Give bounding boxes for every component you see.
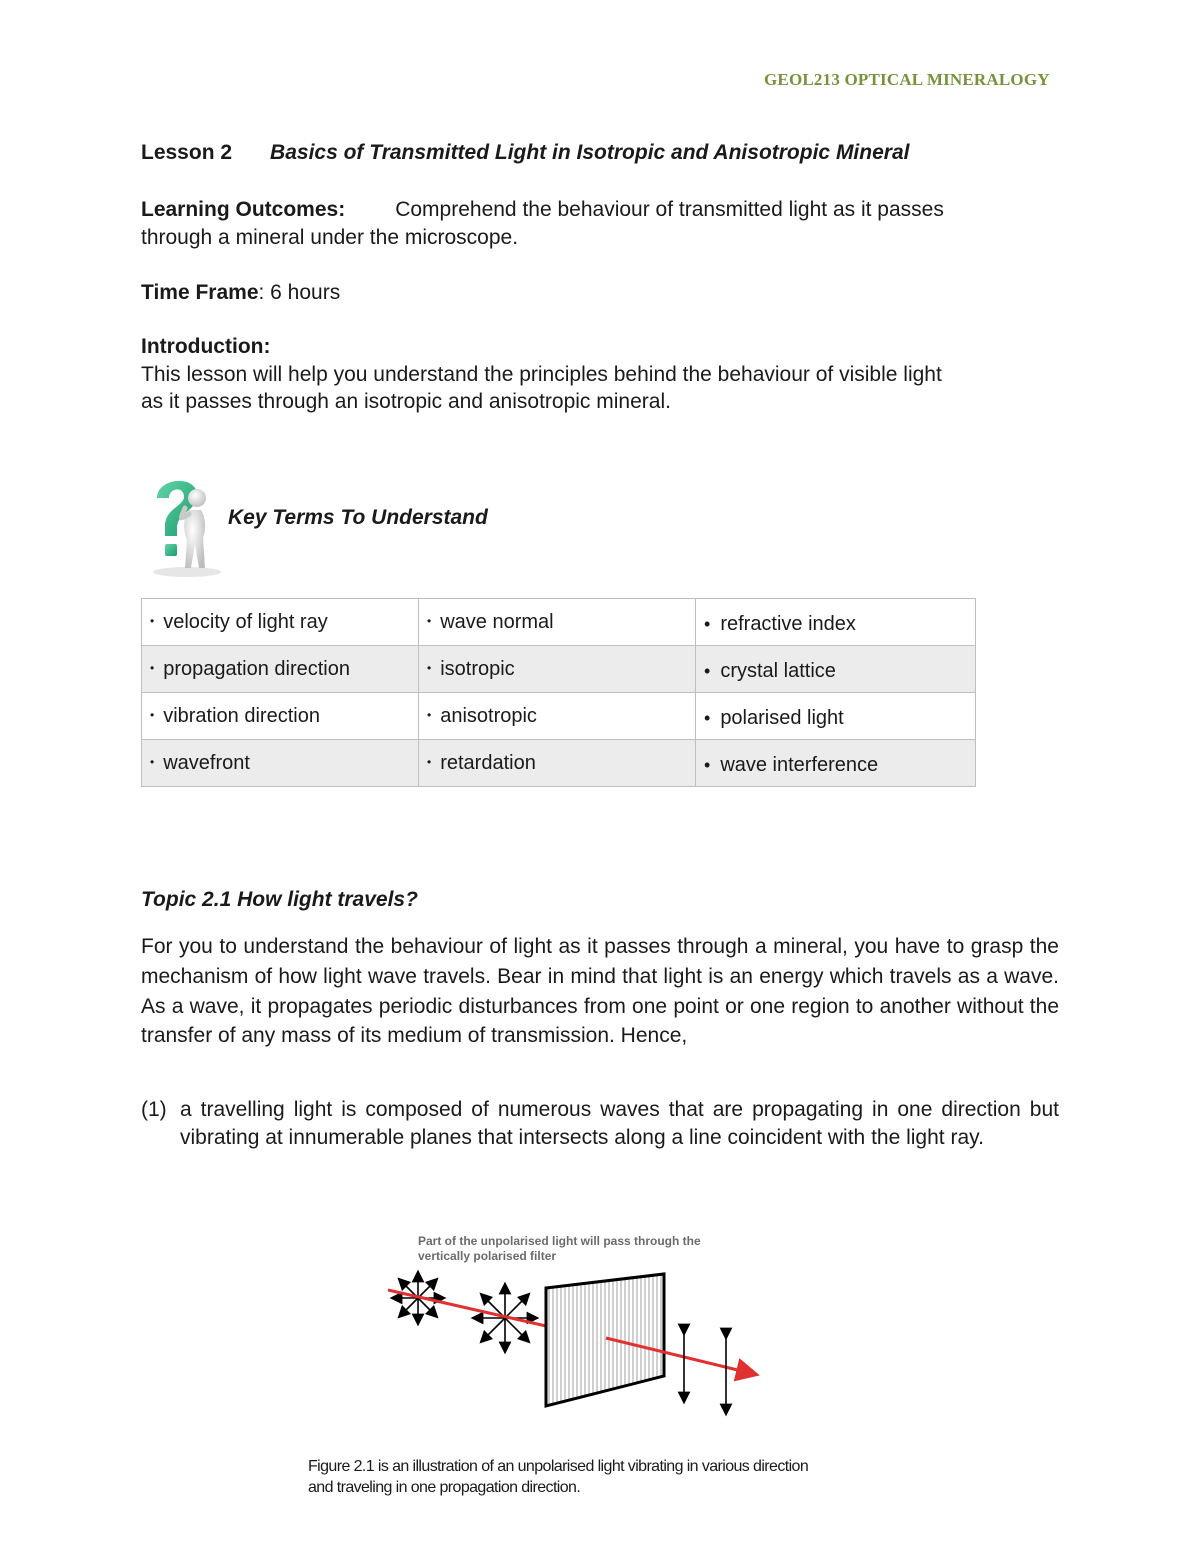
learning-outcomes-label: Learning Outcomes: bbox=[141, 198, 346, 221]
table-cell: • isotropic bbox=[419, 646, 696, 693]
figure-label: Part of the unpolarised light will pass through the vertically polarised filter bbox=[418, 1234, 701, 1263]
list-marker: (1) bbox=[141, 1098, 167, 1121]
table-row bbox=[142, 646, 976, 693]
table-cell: • polarised light bbox=[696, 693, 976, 740]
learning-outcomes bbox=[141, 196, 1061, 252]
table-cell: • propagation direction bbox=[142, 646, 419, 693]
lesson-heading bbox=[141, 141, 909, 165]
question-mark-person-icon bbox=[145, 470, 235, 580]
introduction bbox=[141, 333, 1061, 416]
table-cell: • retardation bbox=[419, 740, 696, 787]
learning-outcomes-text: Comprehend the behaviour of transmitted light as it passes bbox=[395, 198, 944, 221]
learning-outcomes-text-cont: through a mineral under the microscope. bbox=[141, 226, 519, 249]
list-item bbox=[141, 1096, 1059, 1151]
table-cell: • vibration direction bbox=[142, 693, 419, 740]
time-frame bbox=[141, 279, 1061, 307]
list-item-text: a travelling light is composed of numerous waves that are propagating in one direction but vibrating at innumerable planes that intersects along a line coincident with the light ray. bbox=[180, 1098, 1059, 1149]
introduction-line-2: as it passes through an isotropic and anisotropic mineral. bbox=[141, 390, 671, 413]
key-terms-title: Key Terms To Understand bbox=[228, 506, 488, 529]
introduction-label: Introduction: bbox=[141, 335, 271, 358]
table-cell: • wavefront bbox=[142, 740, 419, 787]
topic-heading: Topic 2.1 How light travels? bbox=[141, 888, 418, 911]
topic-paragraph: For you to understand the behaviour of light as it passes through a mineral, you have to grasp the mechanism of how light wave travels. Bear in mind that light is an energy which travels as a wave. As a wave, it propagates periodic disturbances from one point or one region to another without the transfer of any mass of its medium of transmission. Hence, bbox=[141, 935, 1059, 1048]
time-frame-value: : 6 hours bbox=[258, 281, 341, 304]
lesson-number: Lesson 2 bbox=[141, 141, 233, 164]
table-cell: • refractive index bbox=[696, 599, 976, 646]
light-ray-incoming bbox=[388, 1290, 546, 1326]
time-frame-label: Time Frame bbox=[141, 281, 259, 304]
table-cell: • velocity of light ray bbox=[142, 599, 419, 646]
table-row bbox=[142, 599, 976, 646]
course-header: GEOL213 OPTICAL MINERALOGY bbox=[764, 70, 1050, 89]
table-row bbox=[142, 740, 976, 787]
table-cell: • crystal lattice bbox=[696, 646, 976, 693]
key-terms-table bbox=[141, 598, 976, 787]
table-cell: • anisotropic bbox=[419, 693, 696, 740]
figure-caption: Figure 2.1 is an illustration of an unpolarised light vibrating in various direction and traveling in one propagation direction. bbox=[308, 1458, 809, 1496]
table-row bbox=[142, 693, 976, 740]
polarising-filter bbox=[546, 1274, 664, 1406]
introduction-line-1: This lesson will help you understand the principles behind the behaviour of visible light bbox=[141, 362, 942, 386]
table-cell: • wave normal bbox=[419, 599, 696, 646]
lesson-title: Basics of Transmitted Light in Isotropic and Anisotropic Mineral bbox=[270, 141, 910, 164]
table-cell: • wave interference bbox=[696, 740, 976, 787]
